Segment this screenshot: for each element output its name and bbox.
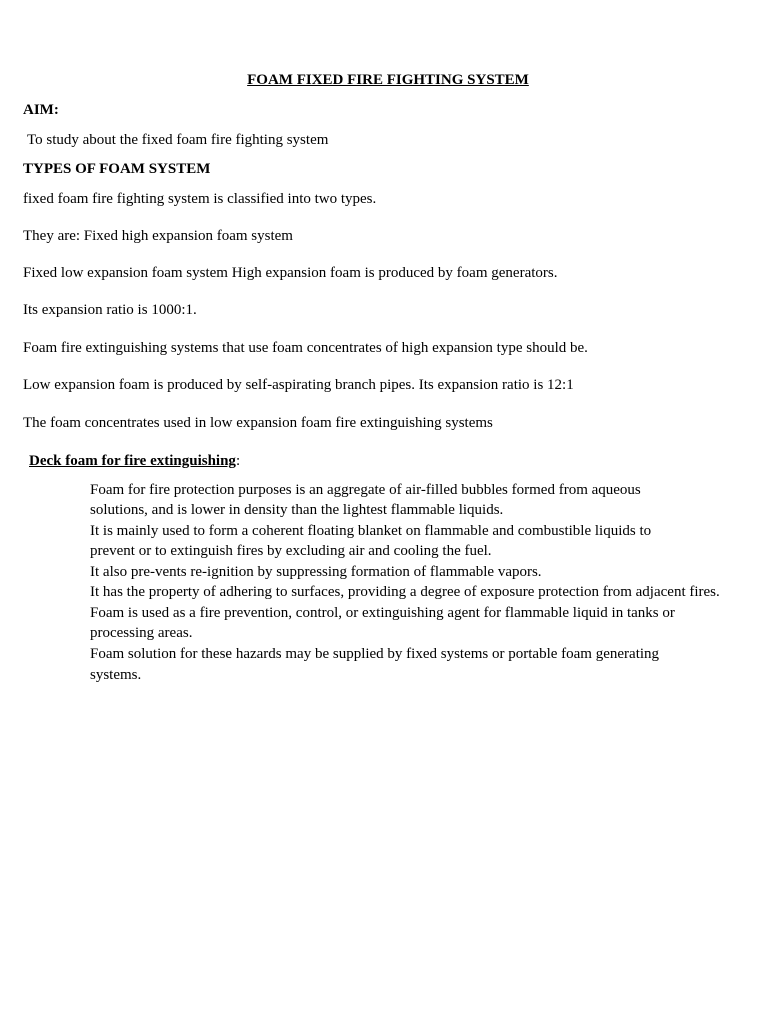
paragraph: Foam fire extinguishing systems that use foam concentrates of high expansion type should be. [23, 340, 588, 356]
aim-heading: AIM: [23, 102, 59, 118]
deck-line: It has the property of adhering to surfaces, providing a degree of exposure protection from adjacent fires. [90, 584, 720, 600]
paragraph: Fixed low expansion foam system High expansion foam is produced by foam generators. [23, 265, 558, 281]
paragraph: They are: Fixed high expansion foam system [23, 228, 293, 244]
deck-line: Foam for fire protection purposes is an aggregate of air-filled bubbles formed from aqueous [90, 482, 641, 498]
deck-line: prevent or to extinguish fires by excluding air and cooling the fuel. [90, 543, 492, 559]
deck-line: systems. [90, 667, 142, 683]
deck-heading-line [29, 451, 240, 471]
types-heading: TYPES OF FOAM SYSTEM [23, 161, 211, 177]
paragraph: The foam concentrates used in low expansion foam fire extinguishing systems [23, 415, 493, 431]
paragraph: Low expansion foam is produced by self-aspirating branch pipes. Its expansion ratio is 12:1 [23, 377, 574, 393]
document-title: FOAM FIXED FIRE FIGHTING SYSTEM [247, 72, 529, 88]
paragraph: fixed foam fire fighting system is classified into two types. [23, 191, 377, 207]
deck-line: Foam is used as a fire prevention, control, or extinguishing agent for flammable liquid in tanks or [90, 605, 675, 621]
deck-line: It also pre-vents re-ignition by suppressing formation of flammable vapors. [90, 564, 542, 580]
deck-heading-colon: : [235, 453, 241, 469]
deck-line: Foam solution for these hazards may be supplied by fixed systems or portable foam generating [90, 646, 660, 662]
aim-text: To study about the fixed foam fire fighting system [27, 132, 329, 148]
deck-heading: Deck foam for fire extinguishing [29, 453, 236, 469]
deck-line: processing areas. [90, 625, 193, 641]
deck-line: It is mainly used to form a coherent floating blanket on flammable and combustible liquids to [90, 523, 652, 539]
paragraph: Its expansion ratio is 1000:1. [23, 302, 197, 318]
deck-line: solutions, and is lower in density than the lightest flammable liquids. [90, 502, 504, 518]
